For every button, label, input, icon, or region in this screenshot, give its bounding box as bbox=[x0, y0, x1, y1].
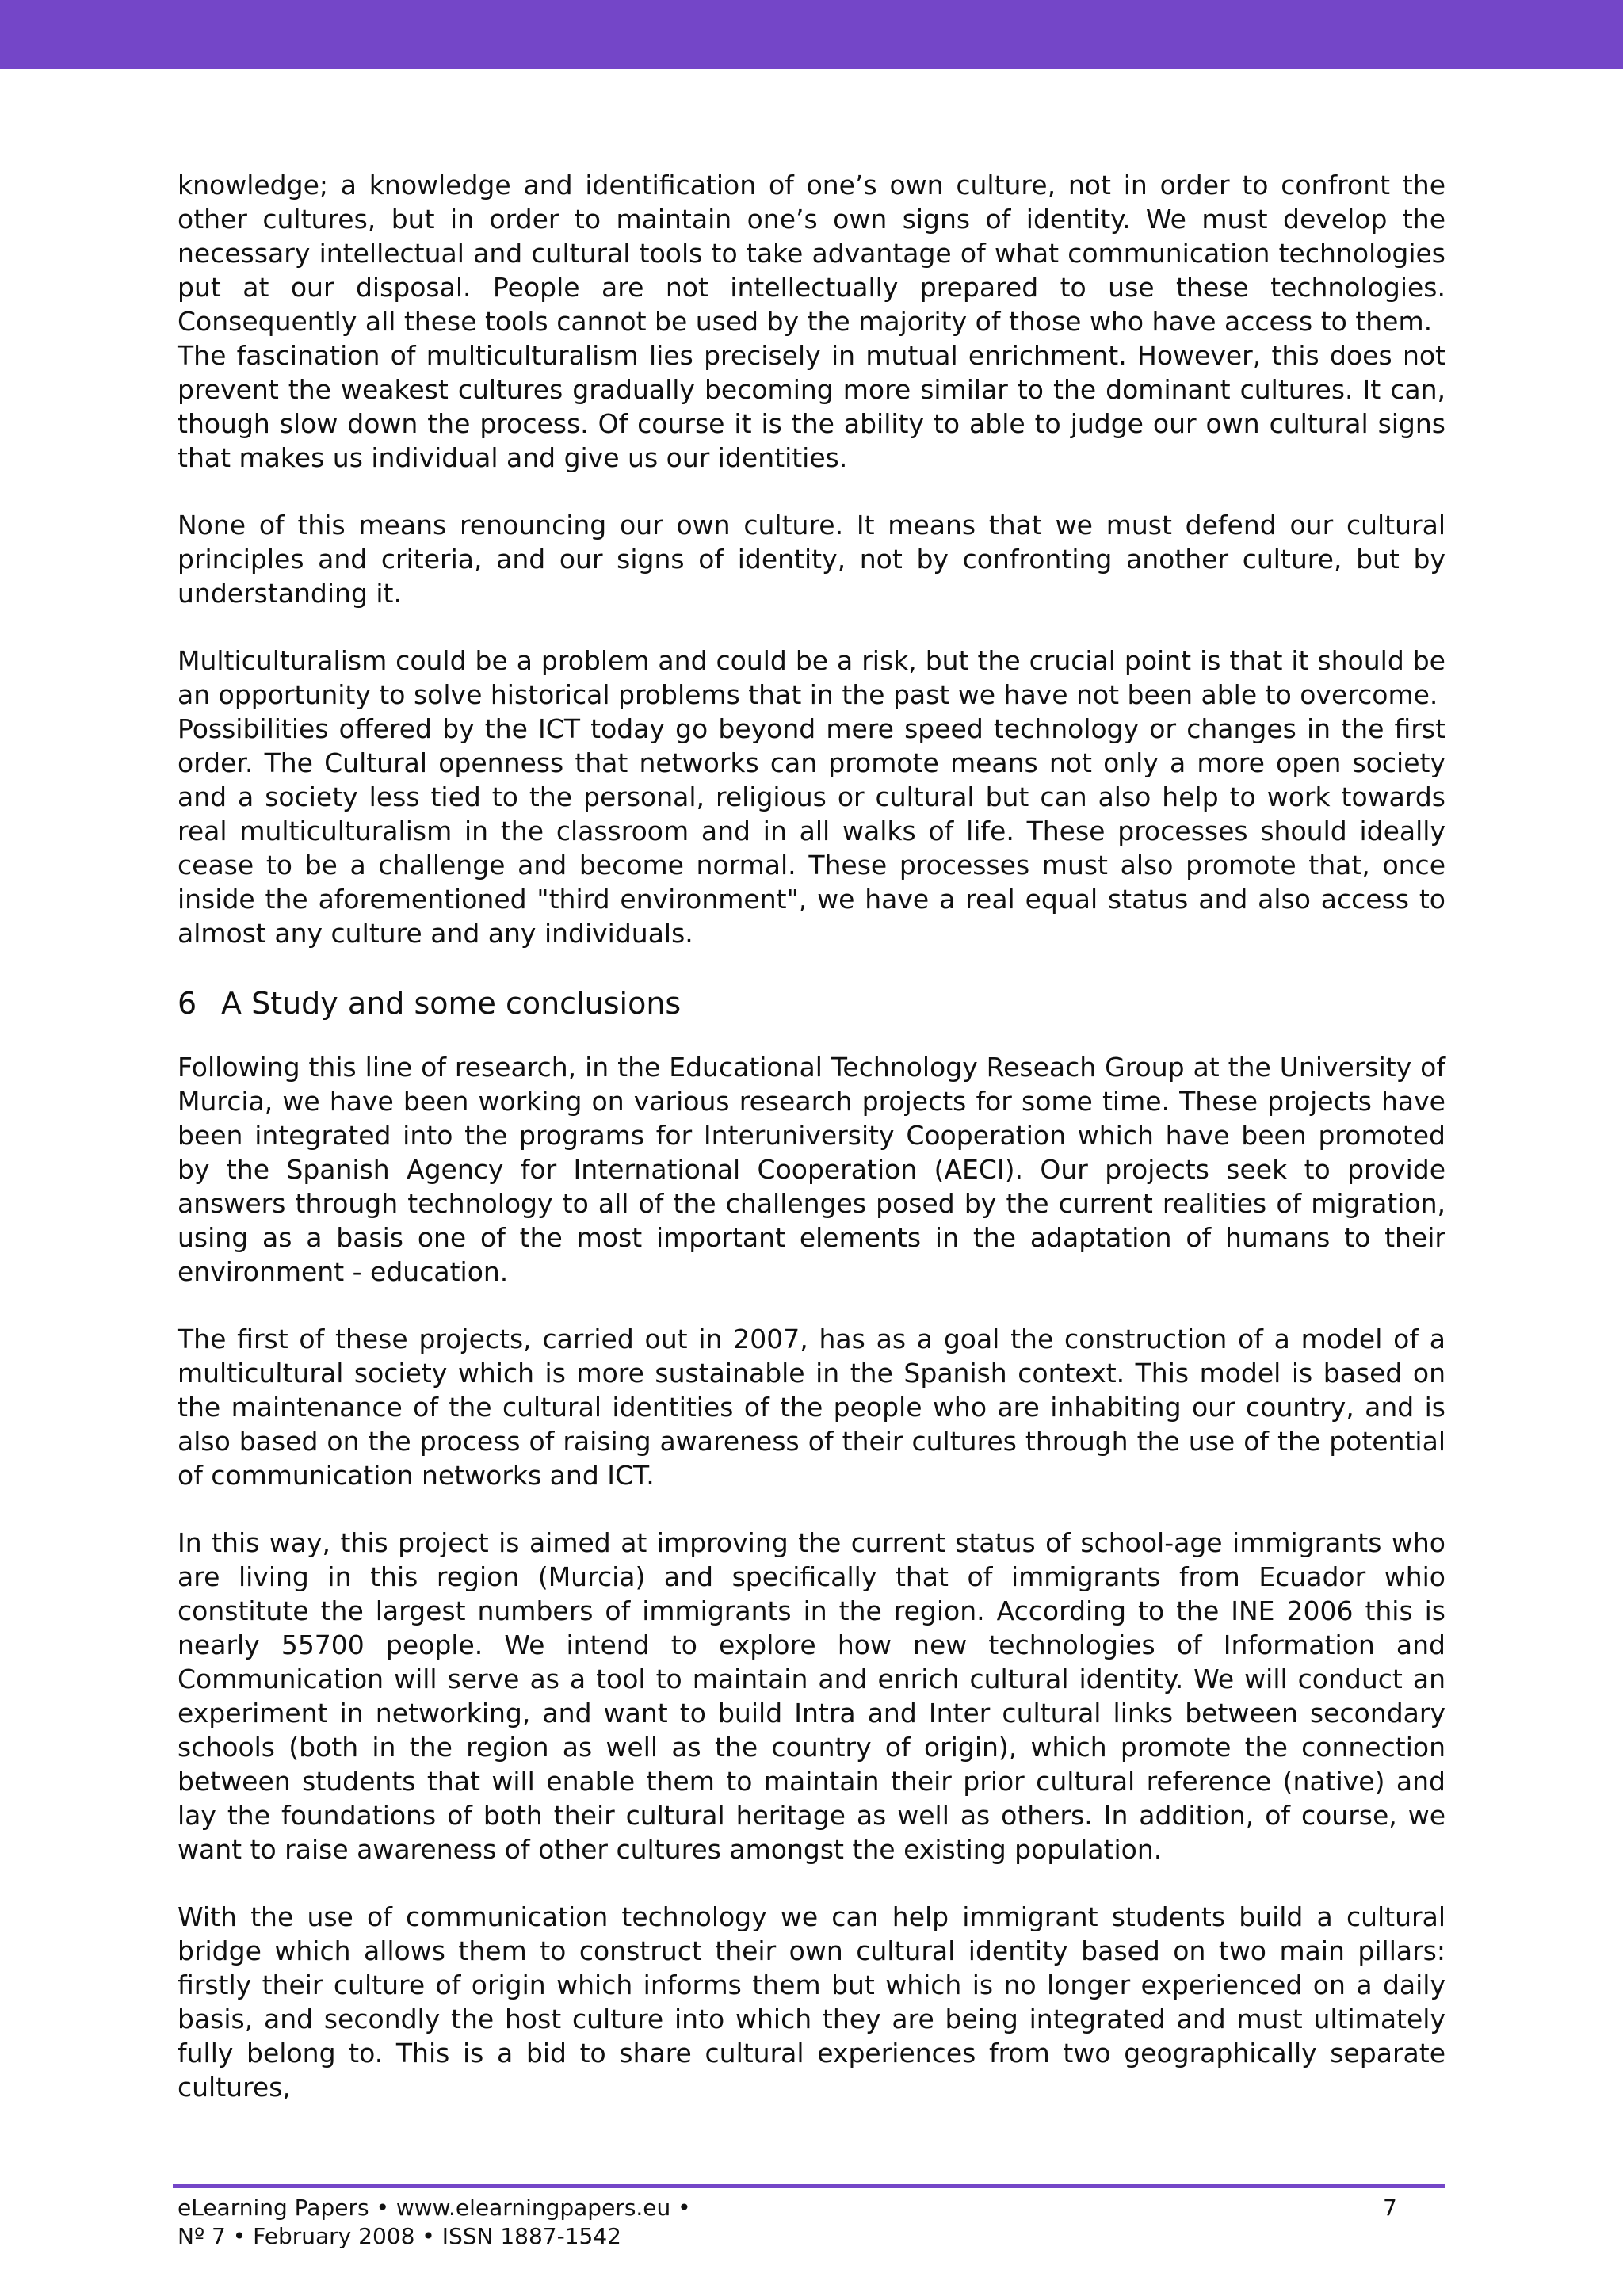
section-title: A Study and some conclusions bbox=[221, 986, 682, 1021]
header-color-bar bbox=[0, 0, 1623, 69]
paragraph-knowledge: knowledge; a knowledge and identification of one’s own culture, not in order to confront the other cultures, but in order to maintain one’s own signs of identity. We must develop the necessary intellectual and cultural tools to take advantage of what communication technologies put at our disposal. People are not intellectually prepared to use these technologies. Consequently all these tools cannot be used by the majority of those who have access to them. bbox=[178, 170, 1445, 337]
paragraph-research-line: Following this line of research, in the Educational Technology Reseach Group at the University of Murcia, we have been working on various research projects for some time. These projects have been integrated into the programs for Interuniversity Cooperation which have been promoted by the Spanish Agency for International Cooperation (AECI). Our projects seek to provide answers through technology to all of the challenges posed by the current realities of migration, using as a basis one of the most important elements in the adaptation of humans to their environment - education. bbox=[178, 1052, 1445, 1287]
footer-divider bbox=[173, 2184, 1445, 2188]
footer-issue-line: Nº 7 • February 2008 • ISSN 1887-1542 bbox=[178, 2223, 621, 2249]
paragraph-first-project: The first of these projects, carried out in 2007, has as a goal the construction of a model of a multicultural society which is more sustainable in the Spanish context. This model is based on the maintenance of the cultural identities of the people who are inhabiting our country, and is also based on the process of raising awareness of their cultures through the use of the potential of communication networks and ICT. bbox=[178, 1324, 1445, 1491]
paragraph-cultural-bridge: With the use of communication technology we can help immigrant students build a cultural bridge which allows them to construct their own cultural identity based on two main pillars: firstly their culture of origin which informs them but which is no longer experienced on a daily basis, and secondly the host culture into which they are being integrated and must ultimately fully belong to. This is a bid to share cultural experiences from two geographically separate cultures, bbox=[178, 1901, 1445, 2103]
section-heading bbox=[178, 984, 1445, 1023]
paragraph-immigrants-murcia: In this way, this project is aimed at improving the current status of school-age immigrants who are living in this region (Murcia) and specifically that of immigrants from Ecuador whio constitute the largest numbers of immigrants in the region. According to the INE 2006 this is nearly 55700 people. We intend to explore how new technologies of Information and Communication will serve as a tool to maintain and enrich cultural identity. We will conduct an experiment in networking, and want to build Intra and Inter cultural links between secondary schools (both in the region as well as the country of origin), which promote the connection between students that will enable them to maintain their prior cultural reference (native) and lay the foundations of both their cultural heritage as well as others. In addition, of course, we want to raise awareness of other cultures amongst the existing population. bbox=[178, 1527, 1445, 1865]
article-body bbox=[178, 168, 1445, 2137]
section-number: 6 bbox=[178, 986, 197, 1021]
paragraph-ict-possibilities: Possibilities offered by the ICT today go beyond mere speed technology or changes in the first order. The Cultural openness that networks can promote means not only a more open society and a society less tied to the personal, religious or cultural but can also help to work towards real multiculturalism in the classroom and in all walks of life. These processes should ideally cease to be a challenge and become normal. These processes must also promote that, once inside the aforementioned "third environment", we have a real equal status and also access to almost any culture and any individuals. bbox=[178, 713, 1445, 949]
footer-publication-line: eLearning Papers • www.elearningpapers.eu • bbox=[178, 2195, 691, 2221]
paragraph-multiculturalism-risk: Multiculturalism could be a problem and could be a risk, but the crucial point is that it should be an opportunity to solve historical problems that in the past we have not been able to overcome. bbox=[178, 645, 1445, 710]
paragraph-renouncing: None of this means renouncing our own culture. It means that we must defend our cultural principles and criteria, and our signs of identity, not by confronting another culture, but by understanding it. bbox=[178, 510, 1445, 609]
paragraph-fascination: The fascination of multiculturalism lies precisely in mutual enrichment. However, this does not prevent the weakest cultures gradually becoming more similar to the dominant cultures. It can, though slow down the process. Of course it is the ability to able to judge our own cultural signs that makes us individual and give us our identities. bbox=[178, 340, 1445, 473]
page-number: 7 bbox=[1383, 2195, 1397, 2221]
